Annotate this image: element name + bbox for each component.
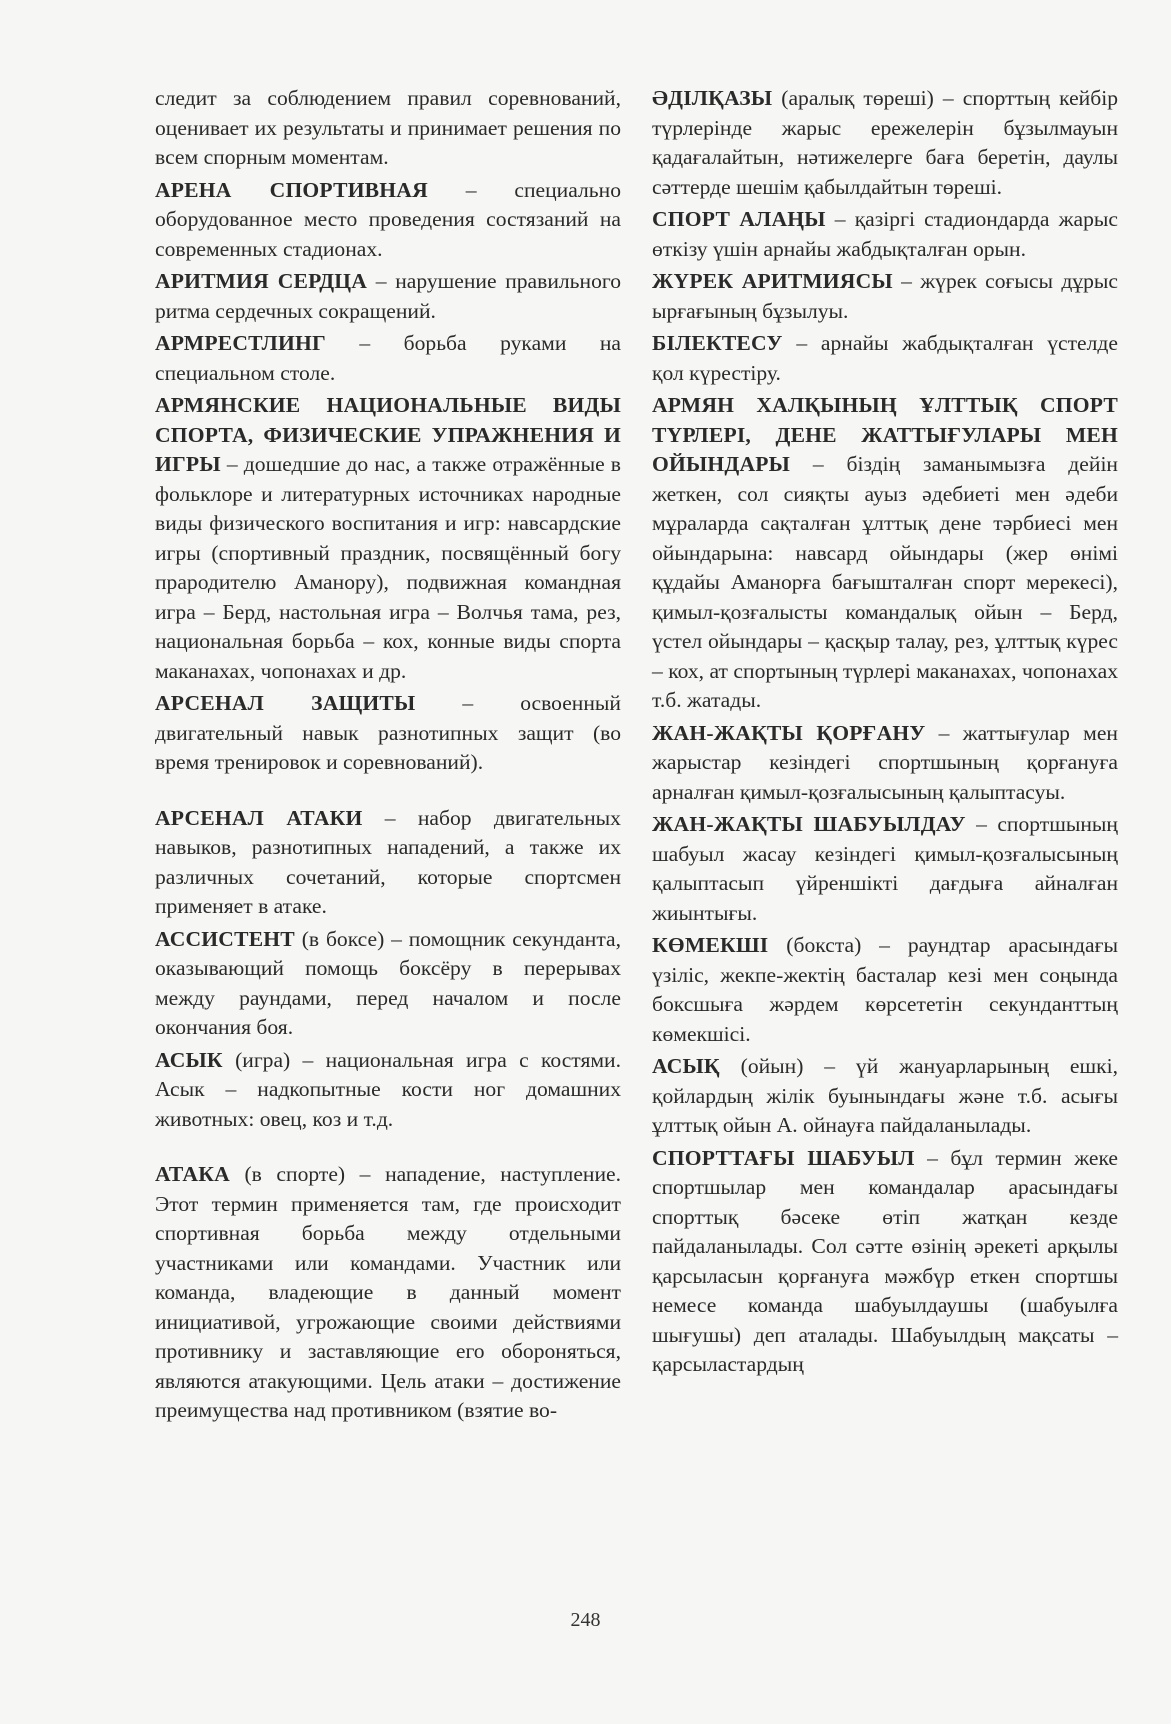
entry-asyq [652,1052,1118,1141]
entry-armenian-sports [155,391,621,686]
entry-heart-arrhythmia [652,267,1118,326]
entry-armenian-national-sports [652,391,1118,716]
entry-term: БІЛЕКТЕСУ [652,331,783,355]
entry-continued [155,84,621,173]
entry-body: – жүрек соғысы дұрыс ырғағының бұзылуы. [652,269,1118,323]
entry-body: – бұл термин жеке спортшылар мен командалар арасындағы спорттық бәсеке өтіп жатқан кезде пайдаланылады. Сол сәтте өзінің әрекеті арқылы қарсыласын қорғануға мәжбүр еткен спортшы немесе команда шабуылдаушы (шабуылға шығушы) деп аталады. Шабуылдың мақсаты – қарсыластардың [652,1145,1118,1376]
entry-term: КӨМЕКШІ [652,933,769,957]
entry-body: – освоенный двигательный навык разнотипных защит (во время тренировок и соревнований). [155,691,621,774]
entry-term: АРСЕНАЛ АТАКИ [155,805,363,830]
entry-body: – қазіргі стадиондарда жарыс өткізу үшін арнайы жабдықталған орын. [652,207,1119,261]
entry-term: ЖАН-ЖАҚТЫ ШАБУЫЛДАУ [652,812,966,836]
entry-term: ЖАН-ЖАҚТЫ ҚОРҒАНУ [652,720,926,745]
entry-defense-arsenal [155,689,621,778]
entry-body: – біздің заманымызға дейін жеткен, сол сияқты ауыз әдебиеті мен әдеби мұраларда сақталған ұлттық дене тәрбиесі мен ойындарына: навсард ойындары (жер өнімі құдайы Аманорға бағышталған спорт мерекесі), қимыл-қозғалысты командалық ойын – Берд, үстел ойындары – қасқыр талау, рез, ұлттық күрес – кох, ат спортының түрлері маканахах, чопонахах т.б. жатады. [652,452,1118,712]
entry-arrhythmia [155,267,621,326]
page-number: 248 [570,1609,601,1631]
entry-term: АСЫК [155,1047,223,1072]
left-column [155,84,621,1429]
entry-all-round-attack [652,810,1118,928]
entry-arena [155,176,621,265]
entry-term: АСЫҚ [652,1054,720,1078]
entry-term: СПОРТ АЛАҢЫ [652,207,826,231]
entry-term: ЖҮРЕК АРИТМИЯСЫ [652,269,893,293]
entry-term: АТАКА [155,1162,230,1186]
entry-body: – борьба руками на специальном столе. [155,331,621,385]
entry-term: АРИТМИЯ СЕРДЦА [155,269,368,293]
entry-body: – спортшының шабуыл жасау кезіндегі қимыл-қозғалысының қалыптасып үйреншікті дағдыға айналған жиынтығы. [652,812,1118,925]
entry-attack [155,1160,621,1426]
entry-attack-arsenal [155,804,621,922]
entry-body: (бокста) – раундтар арасындағы үзіліс, жекпе-жектің басталар кезі мен соңында боксшыға жәрдем көрсететін секунданттың көмекшісі. [652,933,1118,1046]
entry-term: АРМРЕСТЛИНГ [155,331,326,355]
entry-body: (в спорте) – нападение, наступление. Этот термин применяется там, где происходит спортивная борьба между отдельными участниками или командами. Участник или команда, владеющие в данный момент инициативой, угрожающие своими действиями противнику и заставляющие его обороняться, являются атакующими. Цель атаки – достижение преимущества над противником (взятие во- [155,1162,621,1422]
entry-assistant [155,925,621,1043]
entry-referee [652,84,1118,202]
entry-asyk [155,1046,621,1135]
entry-body: – дошедшие до нас, а также отражённые в фольклоре и литературных источниках народные виды физического воспитания и игр: навсардские игры (спортивный праздник, посвящённый богу прародителю Аманору), подвижная командная игра – Берд, настольная игра – Волчья тама, рез, национальная борьба – кох, конные виды спорта маканахах, чопонахах и др. [155,452,621,683]
entry-body: – набор двигательных навыков, разнотипных нападений, а также их различных сочетаний, которые спортсмен применяет в атаке. [155,805,621,918]
entry-term: АССИСТЕНТ [155,926,295,951]
entry-term: АРСЕНАЛ ЗАЩИТЫ [155,691,416,715]
entry-body: (в боксе) – помощник секунданта, оказывающий помощь боксёру в перерывах между раундами, перед началом и после окончания боя. [155,926,621,1039]
entry-all-round-defense [652,719,1118,808]
entry-body: – арнайы жабдықталған үстелде қол күрестіру. [652,331,1118,385]
entry-body: (ойын) – үй жануарларының ешкі, қойлардың жілік буынындағы және т.б. асығы ұлттық ойын А. ойнауға пайдаланылады. [652,1054,1118,1137]
entry-helper [652,931,1118,1049]
entry-sport-attack [652,1144,1118,1380]
entry-body: (аралық төреші) – спорттың кейбір түрлерінде жарыс ережелерін бұзылмауын қадағалайтын, нәтижелерге баға беретін, даулы сәттерде шешім қабылдайтын төреші. [652,86,1118,199]
entry-term: АРЕНА СПОРТИВНАЯ [155,177,428,202]
entry-term: ӘДІЛҚАЗЫ [652,86,773,110]
entry-bilektesu [652,329,1118,388]
entry-body: (игра) – национальная игра с костями. Асык – надкопытные кости ног домашних животных: овец, коз и т.д. [155,1047,621,1131]
entry-sport-area [652,205,1118,264]
entry-body: следит за соблюдением правил соревнований, оценивает их результаты и принимает решения по всем спорным моментам. [155,86,621,169]
entry-body: – нарушение правильного ритма сердечных сокращений. [155,269,621,323]
entry-armwrestling [155,329,621,388]
entry-term: АРМЯНСКИЕ НАЦИОНАЛЬНЫЕ ВИДЫ СПОРТА, ФИЗИЧЕСКИЕ УПРАЖНЕНИЯ И ИГРЫ [155,393,621,476]
right-column [652,84,1118,1383]
entry-body: – жаттығулар мен жарыстар кезіндегі спортшының қорғануға арналған қимыл-қозғалысының қалыптасуы. [652,720,1118,804]
entry-term: СПОРТТАҒЫ ШАБУЫЛ [652,1145,915,1170]
entry-term: АРМЯН ХАЛҚЫНЫҢ ҰЛТТЫҚ СПОРТ ТҮРЛЕРІ, ДЕНЕ ЖАТТЫҒУЛАРЫ МЕН ОЙЫНДАРЫ [652,393,1118,476]
entry-body: – специально оборудованное место проведения состязаний на современных стадионах. [155,177,621,261]
